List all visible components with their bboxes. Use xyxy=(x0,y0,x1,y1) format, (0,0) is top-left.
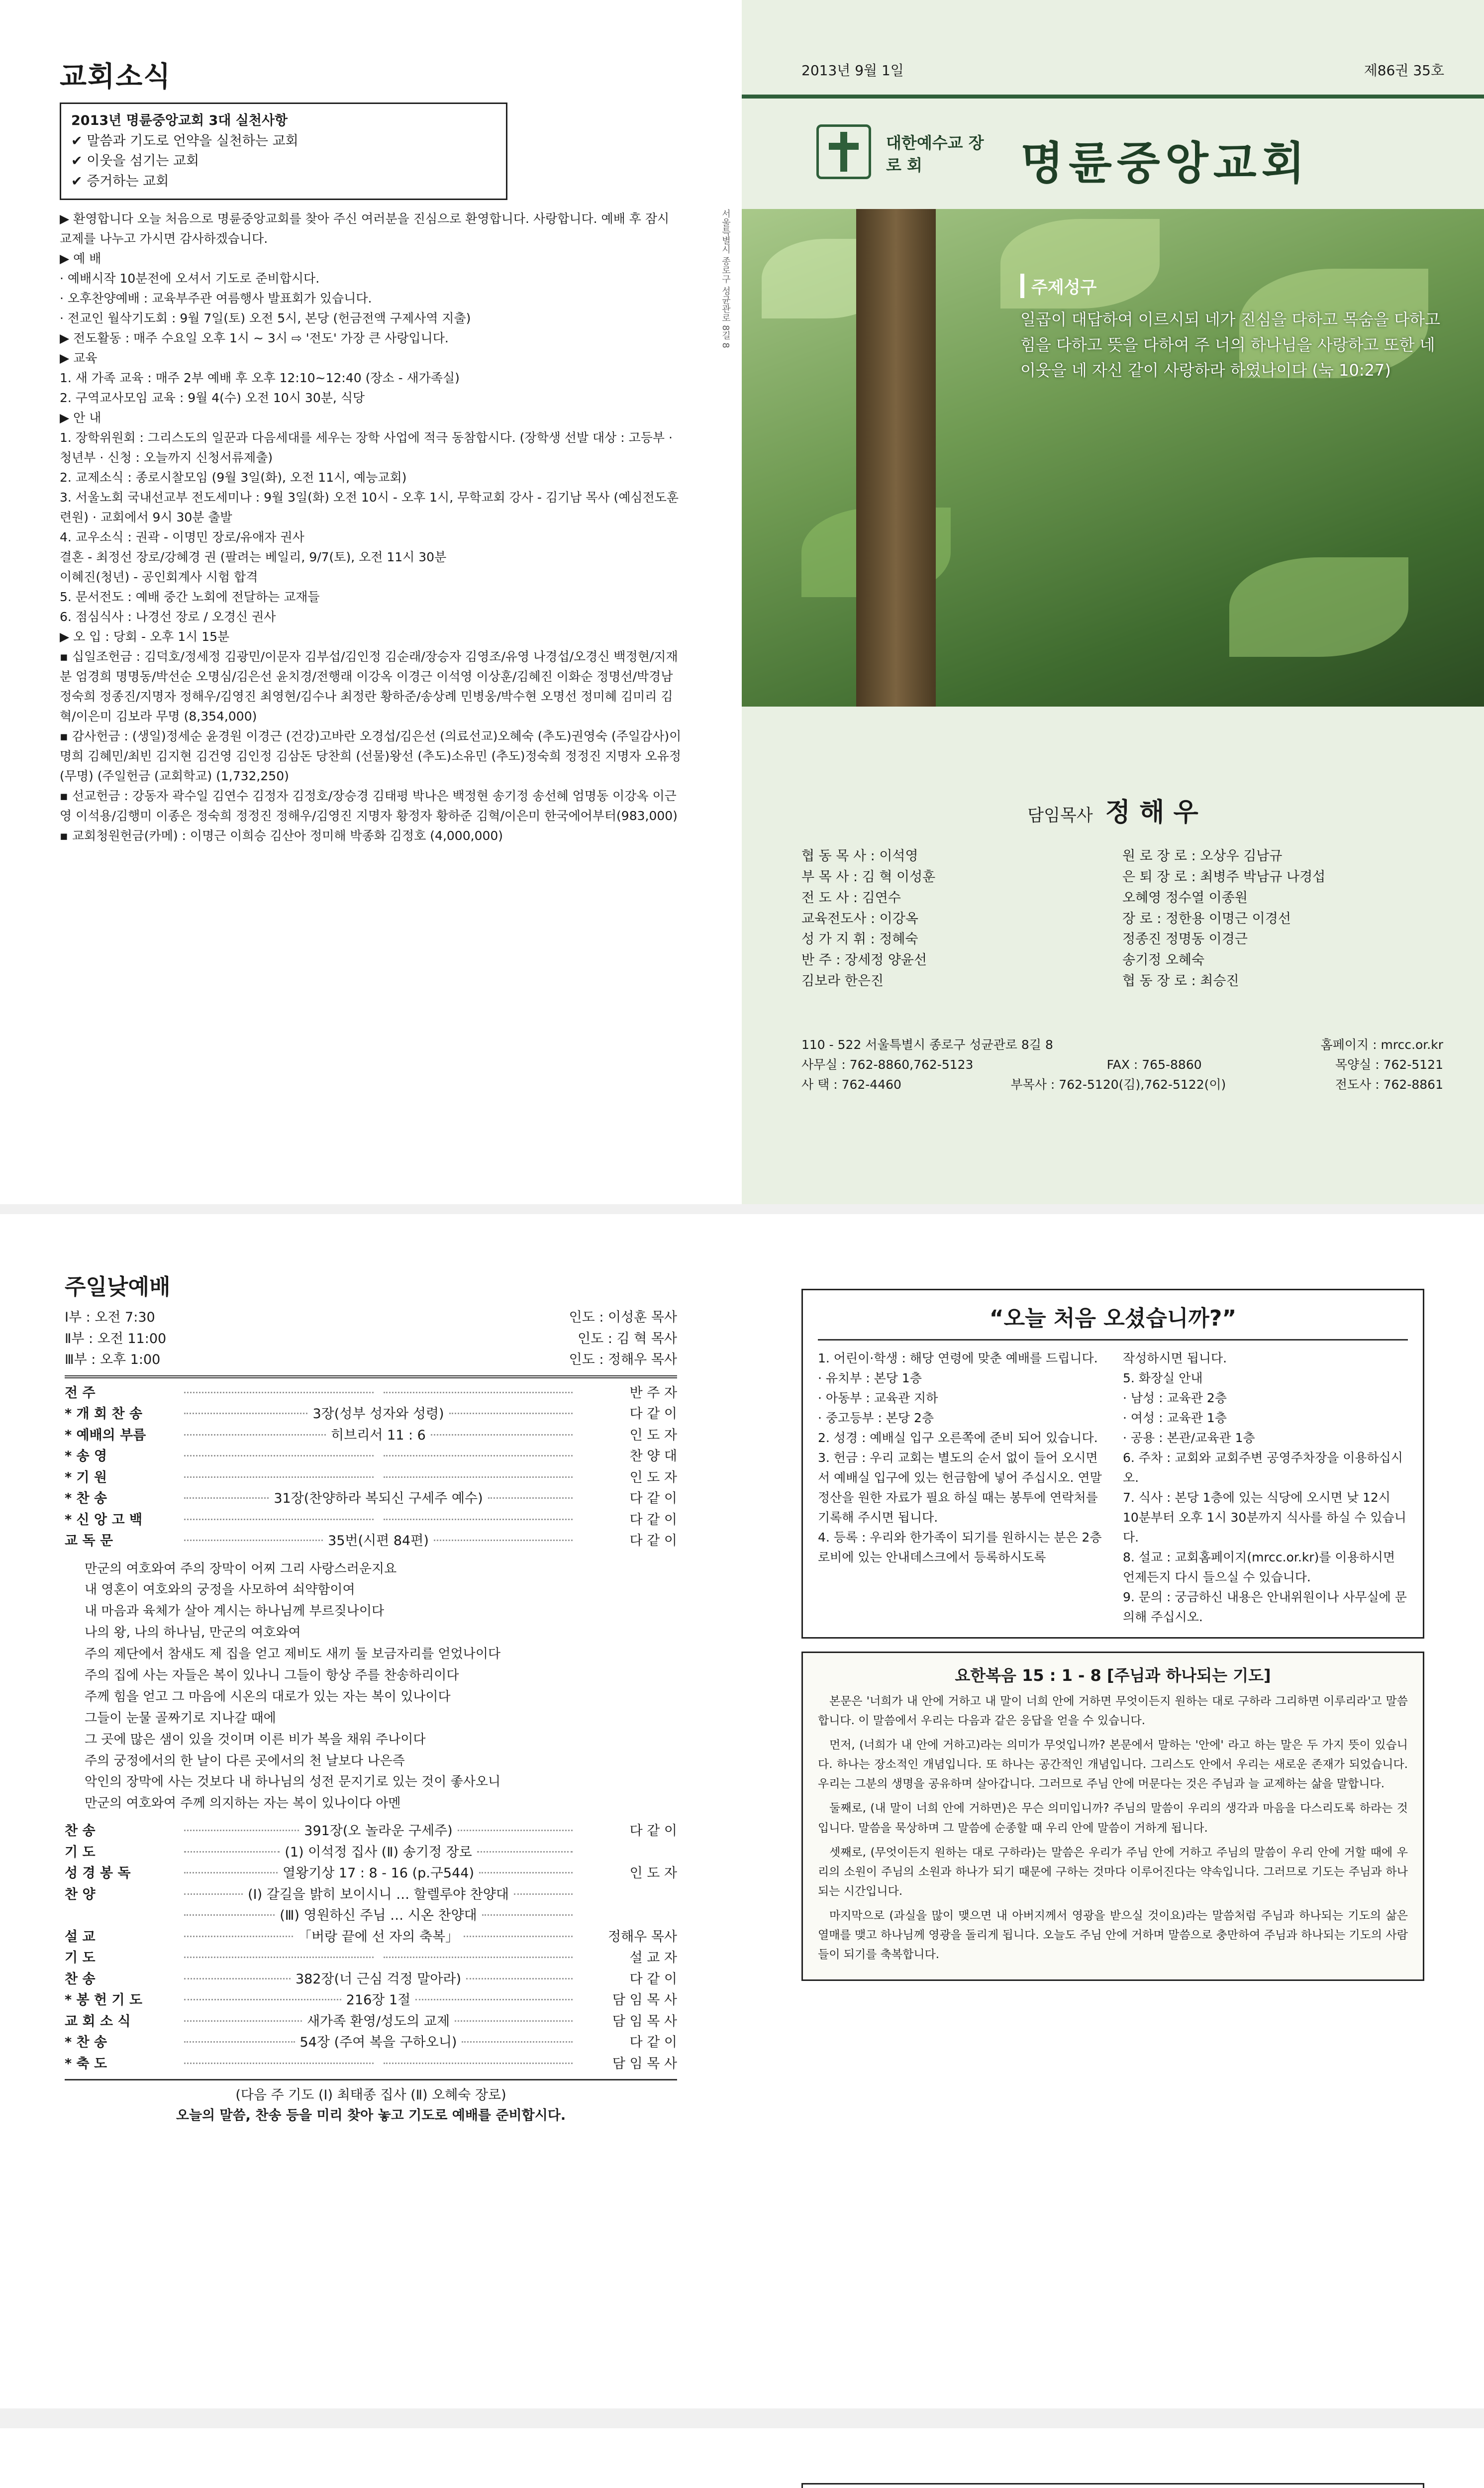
welcome-box xyxy=(801,1289,1424,1639)
dotted-leader xyxy=(184,1830,299,1831)
pastor-line xyxy=(742,791,1484,829)
dotted-leader xyxy=(462,2041,573,2043)
order-person: 다 같 이 xyxy=(629,1491,677,1506)
welcome-line: 3. 헌금 : 우리 교회는 별도의 순서 없이 들어 오시면서 예배실 입구에 있는 헌금함에 넣어 주십시오. 연말정산을 원한 자료가 필요 하실 때는 봉투에 연락처를 기록해 주시면 됩니다. xyxy=(818,1451,1102,1525)
order-person: 인 도 자 xyxy=(629,1469,677,1485)
news-line: 이혜진(청년) - 공인회계사 시험 합격 xyxy=(60,570,258,584)
order-content: (Ⅰ) 갈길을 밝히 보이시니 … 할렐루야 찬양대 xyxy=(248,1886,509,1902)
dotted-leader xyxy=(466,1978,573,1979)
meditation-box xyxy=(801,1652,1424,1981)
order-row xyxy=(65,1906,677,1926)
staff-right: 원 로 장 로 : 오상우 김남규 xyxy=(1122,848,1283,864)
panel-sunday-service xyxy=(0,1214,742,2408)
service-row xyxy=(65,1308,677,1328)
service-row xyxy=(65,1350,677,1370)
order-item: 설 교 xyxy=(65,1929,96,1945)
order-person: 다 같 이 xyxy=(629,1512,677,1528)
next-week-note: (다음 주 기도 (Ⅰ) 최태종 집사 (Ⅱ) 오혜숙 장로) xyxy=(235,2087,506,2103)
responsive-line: 주의 궁정에서의 한 날이 다른 곳에서의 천 날보다 나은즉 xyxy=(85,1753,405,1768)
dotted-leader xyxy=(184,2041,295,2043)
staff-left: 부 목 사 : 김 혁 이성훈 xyxy=(801,869,936,885)
responsive-line: 만군의 여호와여 주께 의지하는 자는 복이 있나이다 아멘 xyxy=(85,1796,401,1811)
staff-left: 협 동 목 사 : 이석영 xyxy=(801,848,918,864)
order-item: 성 경 봉 독 xyxy=(65,1866,131,1881)
panel-afternoon-service xyxy=(0,2428,742,2488)
welcome-line: · 공용 : 본관/교육관 1층 xyxy=(1123,1431,1255,1445)
meditation-paragraph: 마지막으로 (과실을 많이 맺으면 내 아버지께서 영광을 받으실 것이요)라는 말씀처럼 주님과 하나되는 기도의 삶은 열매를 맺고 하나님께 영광을 돌리게 됩니다. 오늘도 주님 안에 거하며 말씀으로 충만하여 주님과 하나되는 기도의 사람들이 되기를 축복합니다. xyxy=(818,1909,1408,1962)
order-content: 새가족 환영/성도의 교제 xyxy=(306,2013,450,2029)
cross-icon xyxy=(826,132,861,172)
news-line: 5. 문서전도 : 예배 중간 노회에 전달하는 교재들 xyxy=(60,590,320,604)
order-person: 반 주 자 xyxy=(629,1385,677,1401)
welcome-line: 9. 문의 : 궁금하신 내용은 안내위원이나 사무실에 문의해 주십시오. xyxy=(1123,1590,1407,1624)
order-item: * 기 원 xyxy=(65,1469,107,1485)
dotted-leader xyxy=(184,1455,374,1456)
news-list xyxy=(60,209,682,846)
staff-row xyxy=(801,867,1443,888)
staff-row xyxy=(801,909,1443,930)
welcome-line: 6. 주차 : 교회와 교회주변 공영주차장을 이용하십시오. xyxy=(1123,1451,1403,1485)
order-row xyxy=(65,1927,677,1948)
cover-photo xyxy=(742,209,1484,707)
homepage: 홈페이지 : mrcc.or.kr xyxy=(1320,1037,1443,1052)
order-row xyxy=(65,1489,677,1509)
news-line: ▶ 전도활동 : 매주 수요일 오후 1시 ~ 3시 ⇨ '전도' 가장 큰 사랑입니다. xyxy=(60,331,449,345)
phone-home: 사 택 : 762-4460 xyxy=(801,1077,901,1092)
panel-calendar xyxy=(742,2428,1484,2488)
dotted-leader xyxy=(434,1540,573,1541)
order-person: 찬 양 대 xyxy=(629,1449,677,1464)
order-item: * 축 도 xyxy=(65,2056,107,2072)
dotted-leader xyxy=(184,1519,374,1520)
order-row xyxy=(65,2012,677,2032)
pastor-label: 담임목사 xyxy=(1027,806,1093,826)
order-row xyxy=(65,1821,677,1842)
order-content: 열왕기상 17 : 8 - 16 (p.구544) xyxy=(283,1866,474,1881)
dotted-leader xyxy=(384,1957,573,1958)
news-line: ▶ 오 입 : 당회 - 오후 1시 15분 xyxy=(60,629,230,644)
order-item: 기 도 xyxy=(65,1844,96,1860)
order-person: 다 같 이 xyxy=(629,1823,677,1839)
order-content: 35번(시편 84편) xyxy=(328,1533,429,1549)
staff-right: 협 동 장 로 : 최승진 xyxy=(1122,973,1239,989)
staff-left: 전 도 사 : 김연수 xyxy=(801,890,901,906)
staff-right: 오혜영 정수열 이종원 xyxy=(1122,890,1248,906)
order-item: 찬 양 xyxy=(65,1886,96,1902)
news-line: ▪ 선교헌금 : 강동자 곽수일 김연수 김정자 김정호/장승경 김태평 박나은 백정현 송기정 송선혜 엄명동 이강옥 이근영 이석용/김행미 이종은 정숙희 정정진 정해우/김영진 지명자 황정자 황하준 김혁/이은미 한국에어부터(983,000) xyxy=(60,789,678,823)
order-row xyxy=(65,2033,677,2053)
order-item: * 신 앙 고 백 xyxy=(65,1512,143,1528)
dotted-leader xyxy=(479,1872,573,1873)
dotted-leader xyxy=(184,1413,307,1414)
staff-row xyxy=(801,846,1443,867)
service-row xyxy=(65,1329,677,1349)
dotted-leader xyxy=(482,1914,573,1916)
staff-right: 장 로 : 정한용 이명근 이경선 xyxy=(1122,911,1291,927)
order-item: * 송 영 xyxy=(65,1449,107,1464)
order-item: * 예배의 부름 xyxy=(65,1427,146,1443)
afternoon-title xyxy=(65,2483,192,2488)
news-line: 1. 새 가족 교육 : 매주 2부 예배 후 오후 12:10~12:40 (장소 - 새가족실) xyxy=(60,371,460,385)
fax: FAX : 765-8860 xyxy=(1106,1057,1202,1072)
service-leader: 인도 : 정해우 목사 xyxy=(569,1352,677,1367)
vertical-address: 서울특별시 종로구 성균관로 8길 8 xyxy=(720,209,731,348)
news-line: ▶ 교육 xyxy=(60,351,98,365)
dotted-leader xyxy=(449,1413,573,1414)
order-content: (Ⅲ) 영원하신 주님 … 시온 찬양대 xyxy=(280,1908,477,1924)
order-row xyxy=(65,1990,677,2011)
sunday-title: 주일낮예배 xyxy=(65,1274,171,1300)
order-person: 담 임 목 사 xyxy=(612,1992,677,2008)
dotted-leader xyxy=(464,1936,573,1937)
issue-volume: 제86권 35호 xyxy=(1364,62,1444,79)
staff-list xyxy=(801,846,1443,992)
order-row xyxy=(65,1510,677,1531)
welcome-right xyxy=(1123,1348,1408,1627)
theme-item: ✔ 증거하는 교회 xyxy=(71,173,169,189)
order-person: 정해우 목사 xyxy=(608,1929,678,1945)
staff-row xyxy=(801,971,1443,992)
news-line: 1. 장학위원회 : 그리스도의 일꾼과 다음세대를 세우는 장학 사업에 적극 동참합시다. (장학생 선발 대상 : 고등부 · 청년부 · 신청 : 오늘까지 신청서류제출) xyxy=(60,430,673,465)
meditation-paragraph: 먼저, (너희가 내 안에 거하고)라는 의미가 무엇입니까? 본문에서 말하는 '안에' 라고 하는 말은 두 가지 뜻이 있습니다. 하나는 장소적인 개념입니다. 또 하나는 공간적인 개념입니다. 그리스도 안에서 우리는 새로운 존재가 되었습니다. 우리는 그분의 생명을 공유하며 살아갑니다. 그러므로 주님 안에 머문다는 것은 주님과 늘 교제하는 삶을 말합니다. xyxy=(818,1739,1408,1791)
dotted-leader xyxy=(384,1519,573,1520)
dotted-leader xyxy=(488,1497,573,1499)
order-row xyxy=(65,1531,677,1552)
welcome-line: 7. 식사 : 본당 1층에 있는 식당에 오시면 낮 12시 10분부터 오후 1시 30분까지 식사를 하실 수 있습니다. xyxy=(1123,1490,1406,1545)
dotted-leader xyxy=(184,1957,374,1958)
meditation-paragraph: 본문은 '너희가 내 안에 거하고 내 말이 너희 안에 거하면 무엇이든지 원하는 대로 구하라 그리하면 이루리라'고 말씀합니다. 이 말씀에서 우리는 다음과 같은 응답을 얻을 수 있습니다. xyxy=(818,1695,1408,1728)
news-line: 6. 점심식사 : 나경선 장로 / 오경신 권사 xyxy=(60,610,276,624)
news-line: ▶ 안 내 xyxy=(60,411,101,425)
order-item: 찬 송 xyxy=(65,1971,96,1987)
dotted-leader xyxy=(184,1872,278,1873)
order-row xyxy=(65,1970,677,1990)
staff-left: 반 주 : 장세정 양윤선 xyxy=(801,952,927,968)
address: 110 - 522 서울특별시 종로구 성균관로 8길 8 xyxy=(801,1037,1053,1052)
church-logo xyxy=(816,124,871,179)
dotted-leader xyxy=(384,1392,573,1393)
welcome-line: 8. 설교 : 교회홈페이지(mrcc.or.kr)를 이용하시면 언제든지 다시 들으실 수 있습니다. xyxy=(1123,1550,1395,1584)
order-content: 54장 (주여 복을 구하오니) xyxy=(299,2035,457,2051)
service-times xyxy=(65,1308,677,1370)
order-row xyxy=(65,1864,677,1884)
prepare-note: 오늘의 말씀, 찬송 등을 미리 찾아 놓고 기도로 예배를 준비합시다. xyxy=(176,2107,566,2123)
order-row xyxy=(65,1404,677,1425)
cover-header xyxy=(801,60,1444,80)
meditation-paragraph: 둘째로, (내 말이 너희 안에 거하면)은 무슨 의미입니까? 주님의 말씀이 우리의 생각과 마음을 다스리도록 하라는 것입니다. 말씀을 묵상하며 그 말씀에 순종할 때 우리 안에 말씀이 거하게 됩니다. xyxy=(818,1802,1408,1835)
order-item: 교 회 소 식 xyxy=(65,2013,131,2029)
order-item: 찬 송 xyxy=(65,1823,96,1839)
order-content: (1) 이석정 집사 (Ⅱ) 송기정 장로 xyxy=(285,1844,472,1860)
phone-pastor: 목양실 : 762-5121 xyxy=(1335,1057,1443,1072)
panel-gap xyxy=(0,1204,1484,1214)
dotted-leader xyxy=(184,1434,326,1436)
news-line: · 오후찬양예배 : 교육부주관 여름행사 발표회가 있습니다. xyxy=(60,291,372,306)
dotted-leader xyxy=(184,1540,323,1541)
dotted-leader xyxy=(384,1455,573,1456)
order-item: * 찬 송 xyxy=(65,2035,107,2051)
order-person: 설 교 자 xyxy=(629,1950,677,1966)
order-row xyxy=(65,1468,677,1488)
dotted-leader xyxy=(184,2063,374,2064)
denomination: 대한예수교 장 로 회 xyxy=(886,133,984,175)
order-content: 31장(찬양하라 복되신 구세주 예수) xyxy=(274,1491,483,1506)
theme-label: 주제성구 xyxy=(1020,274,1453,298)
order-content: 391장(오 놀라운 구세주) xyxy=(304,1823,453,1839)
news-heading: 교회소식 xyxy=(60,61,172,93)
news-line: 결혼 - 최정선 장로/강혜경 권 (팔려는 베일리, 9/7(토), 오전 11시 30분 xyxy=(60,550,447,564)
responsive-reading xyxy=(85,1558,677,1815)
church-name: 명륜중앙교회 xyxy=(1020,137,1310,190)
dotted-leader xyxy=(184,1914,275,1916)
news-line: 3. 서울노회 국내선교부 전도세미나 : 9월 3일(화) 오전 10시 - 오후 1시, 무학교회 강사 - 김기남 목사 (예심전도훈련원) · 교회에서 9시 30분 출발 xyxy=(60,490,679,524)
theme-item: ✔ 말씀과 기도로 언약을 실천하는 교회 xyxy=(71,133,298,149)
order-content: 3장(성부 성자와 성령) xyxy=(312,1406,444,1422)
panel-gap xyxy=(0,2408,1484,2428)
responsive-line: 악인의 장막에 사는 것보다 내 하나님의 성전 문지기로 있는 것이 좋사오니 xyxy=(85,1774,501,1790)
panel-church-news xyxy=(0,0,742,1204)
meditation-paragraph: 셋째로, (무엇이든지 원하는 대로 구하라)는 말씀은 우리가 주님 안에 거하고 주님의 말씀이 우리 안에 거할 때에 우리의 소원이 주님의 소원과 하나가 되기 때문에 구하는 것마다 이루어진다는 약속입니다. 그러므로 기도는 주님과 하나되는 시간입니다. xyxy=(818,1846,1408,1898)
order-person: 담 임 목 사 xyxy=(612,2013,677,2029)
staff-right: 송기정 오혜숙 xyxy=(1122,952,1205,968)
order-row xyxy=(65,2054,677,2074)
welcome-line: · 유치부 : 본당 1층 xyxy=(818,1371,922,1385)
dotted-leader xyxy=(184,1476,374,1478)
order-person: 인 도 자 xyxy=(629,1866,677,1881)
news-line: · 예배시작 10분전에 오셔서 기도로 준비합시다. xyxy=(60,271,320,286)
responsive-line: 내 마음과 육체가 살아 계시는 하나님께 부르짖나이다 xyxy=(85,1604,385,1619)
welcome-line: 5. 화장실 안내 xyxy=(1123,1371,1203,1385)
order-item: * 봉 헌 기 도 xyxy=(65,1992,143,2008)
order-of-worship-2 xyxy=(65,1821,677,2074)
order-row xyxy=(65,1426,677,1446)
staff-left: 김보라 한은진 xyxy=(801,973,884,989)
news-line: ▪ 감사헌금 : (생일)정세순 윤경원 이경근 (건강)고바란 오경섭/김은선 (의료선교)오혜숙 (추도)권영숙 (주일감사)이명희 김혜민/최빈 김지현 김건영 김인정 김삼돈 당찬희 (선물)왕선 (추도)소유민 (추도)정숙희 정정진 지명자 오유정 (무명) (주일헌금 (교회학교) (1,732,250) xyxy=(60,729,682,783)
welcome-left xyxy=(818,1348,1103,1627)
order-row xyxy=(65,1948,677,1969)
order-item: 기 도 xyxy=(65,1950,96,1966)
dotted-leader xyxy=(184,1392,374,1393)
order-content: 216장 1절 xyxy=(346,1992,411,2008)
meditation-title: 요한복음 15 : 1 - 8 [주님과 하나되는 기도] xyxy=(955,1666,1271,1685)
news-line: 2. 구역교사모임 교육 : 9월 4(수) 오전 10시 30분, 식당 xyxy=(60,391,365,405)
theme-verse-box xyxy=(1020,274,1453,384)
news-line: ▪ 교회청원헌금(카메) : 이명근 이희승 김산아 정미해 박종화 김정호 (4,000,000) xyxy=(60,829,503,843)
order-of-worship xyxy=(65,1383,677,1552)
panel-welcome xyxy=(742,1214,1484,2408)
order-row xyxy=(65,1885,677,1905)
order-person: 다 같 이 xyxy=(629,2035,678,2051)
dotted-leader xyxy=(477,1851,573,1853)
responsive-line: 그 곳에 많은 샘이 있을 것이며 이른 비가 복을 채워 주나이다 xyxy=(85,1732,426,1747)
order-content: 히브리서 11 : 6 xyxy=(331,1427,426,1443)
phone-office: 사무실 : 762-8860,762-5123 xyxy=(801,1057,974,1072)
news-line: ▪ 십일조헌금 : 김덕호/정세정 김광민/이문자 김부섭/김인정 김순래/장승자 김영조/유영 나경섭/오경신 백정현/지재분 엄경희 명명동/박선순 오명심/김은선 윤치경/전행래 이강옥 이경근 이석영 이상훈/김혜진 이화순 정명선/박경남 정숙희 정종진/지명자 정해우/김영진 최영현/김수나 최정란 황하준/송상례 민병웅/박수현 오명선 정미혜 김미리 김혁/이은미 김보라 무명 (8,354,000) xyxy=(60,649,678,724)
staff-left: 교육전도사 : 이강옥 xyxy=(801,911,918,927)
dotted-leader xyxy=(184,1999,341,2000)
order-item: * 개 회 찬 송 xyxy=(65,1406,143,1422)
dotted-leader xyxy=(384,1476,573,1478)
pastor-name: 정 해 우 xyxy=(1105,798,1198,828)
order-row xyxy=(65,1843,677,1863)
news-line: ▶ 예 배 xyxy=(60,251,101,266)
dotted-leader xyxy=(184,2020,302,2022)
welcome-heading: “오늘 처음 오셨습니까?” xyxy=(818,1300,1408,1341)
welcome-line: 1. 어린이·학생 : 해당 연령에 맞춘 예배를 드립니다. xyxy=(818,1351,1098,1365)
tree-trunk xyxy=(856,209,936,707)
order-person: 담 임 목 사 xyxy=(612,2056,677,2072)
service-label: Ⅲ부 : 오후 1:00 xyxy=(65,1352,161,1367)
dotted-leader xyxy=(184,1851,280,1853)
order-person: 인 도 자 xyxy=(629,1427,677,1443)
order-content: 382장(너 근심 걱정 말아라) xyxy=(295,1971,462,1987)
order-row xyxy=(65,1383,677,1404)
dotted-leader xyxy=(431,1434,573,1436)
dotted-leader xyxy=(415,1999,573,2000)
staff-row xyxy=(801,950,1443,971)
panel-cover xyxy=(742,0,1484,1204)
staff-row xyxy=(801,929,1443,950)
order-content: 「버랑 끝에 선 자의 축복」 xyxy=(297,1929,459,1945)
responsive-line: 나의 왕, 나의 하나님, 만군의 여호와여 xyxy=(85,1625,301,1641)
welcome-line: 4. 등록 : 우리와 한가족이 되기를 원하시는 분은 2층 로비에 있는 안내데스크에서 등록하시도록 xyxy=(818,1530,1102,1564)
welcome-line: · 중고등부 : 본당 2층 xyxy=(818,1411,934,1425)
staff-row xyxy=(801,888,1443,909)
news-line: ▶ 환영합니다 오늘 처음으로 명륜중앙교회를 찾아 주신 여러분을 진심으로 환영합니다. 사랑합니다. 예배 후 잠시 교제를 나누고 가시면 감사하겠습니다. xyxy=(60,211,670,246)
staff-right: 은 퇴 장 로 : 최병주 박남규 나경섭 xyxy=(1122,869,1326,885)
issue-date: 2013년 9월 1일 xyxy=(801,62,904,79)
title-rule xyxy=(742,95,1484,99)
welcome-line: · 여성 : 교육관 1층 xyxy=(1123,1411,1227,1425)
news-line: · 전교인 월삭기도회 : 9월 7일(토) 오전 5시, 본당 (헌금전액 구제사역 지출) xyxy=(60,311,471,325)
order-person: 다 같 이 xyxy=(629,1971,677,1987)
dotted-leader xyxy=(384,2063,573,2064)
dotted-leader xyxy=(184,1497,269,1499)
responsive-line: 주께 힘을 얻고 그 마음에 시온의 대로가 있는 자는 복이 있나이다 xyxy=(85,1689,451,1704)
responsive-line: 그들이 눈물 골짜기로 지나갈 때에 xyxy=(85,1710,276,1726)
service-label: Ⅱ부 : 오전 11:00 xyxy=(65,1331,167,1347)
dotted-leader xyxy=(184,1893,243,1895)
responsive-line: 내 영혼이 여호와의 궁정을 사모하여 쇠약함이여 xyxy=(85,1582,355,1598)
theme-title: 2013년 명륜중앙교회 3대 실천사항 xyxy=(71,113,288,128)
order-person: 다 같 이 xyxy=(629,1533,678,1549)
welcome-line: · 아동부 : 교육관 지하 xyxy=(818,1391,938,1405)
dotted-leader xyxy=(184,1978,291,1979)
leaf-shape xyxy=(1229,557,1408,657)
dotted-leader xyxy=(458,1830,573,1831)
theme-box xyxy=(60,103,507,200)
order-row xyxy=(65,1447,677,1467)
news-line: 2. 교제소식 : 종로시찰모임 (9월 3일(화), 오전 11시, 예능교회) xyxy=(60,470,407,485)
news-line: 4. 교우소식 : 권곽 - 이명민 장로/유애자 권사 xyxy=(60,530,304,544)
contact-block xyxy=(801,1035,1443,1095)
order-person: 다 같 이 xyxy=(629,1406,678,1422)
order-item: 전 주 xyxy=(65,1385,96,1401)
dotted-leader xyxy=(455,2020,573,2022)
responsive-line: 만군의 여호와여 주의 장막이 어찌 그리 사랑스러운지요 xyxy=(85,1561,397,1576)
service-label: Ⅰ부 : 오전 7:30 xyxy=(65,1310,155,1325)
service-leader: 인도 : 이성훈 목사 xyxy=(569,1310,677,1325)
phone-assistant: 부목사 : 762-5120(김),762-5122(이) xyxy=(1010,1077,1226,1092)
welcome-line: · 남성 : 교육관 2층 xyxy=(1123,1391,1227,1405)
dotted-leader xyxy=(184,1936,293,1937)
responsive-line: 주의 제단에서 참새도 제 집을 얻고 제비도 새끼 둘 보금자리를 얻었나이다 xyxy=(85,1647,501,1662)
theme-item: ✔ 이웃을 섬기는 교회 xyxy=(71,153,199,169)
service-leader: 인도 : 김 혁 목사 xyxy=(578,1331,677,1347)
welcome-line: 2. 성경 : 예배실 입구 오른쪽에 준비 되어 있습니다. xyxy=(818,1431,1098,1445)
welcome-line: 작성하시면 됩니다. xyxy=(1123,1351,1227,1365)
order-item: 교 독 문 xyxy=(65,1533,113,1549)
responsive-line: 주의 집에 사는 자들은 복이 있나니 그들이 항상 주를 찬송하리이다 xyxy=(85,1667,459,1683)
staff-right: 정종진 정명동 이경근 xyxy=(1122,932,1248,947)
staff-left: 성 가 지 휘 : 정혜숙 xyxy=(801,932,918,947)
dotted-leader xyxy=(514,1893,573,1895)
order-item: * 찬 송 xyxy=(65,1491,107,1506)
calendar-box xyxy=(801,2483,1424,2488)
theme-verse: 일곱이 대답하여 이르시되 네가 진심을 다하고 목숨을 다하고 힘을 다하고 뜻을 다하여 주 너의 하나님을 사랑하고 또한 네 이웃을 네 자신 같이 사랑하라 하였나이다 (눅 10:27) xyxy=(1020,310,1441,380)
phone-evangelist: 전도사 : 762-8861 xyxy=(1335,1077,1443,1092)
meditation-text xyxy=(818,1692,1408,1965)
